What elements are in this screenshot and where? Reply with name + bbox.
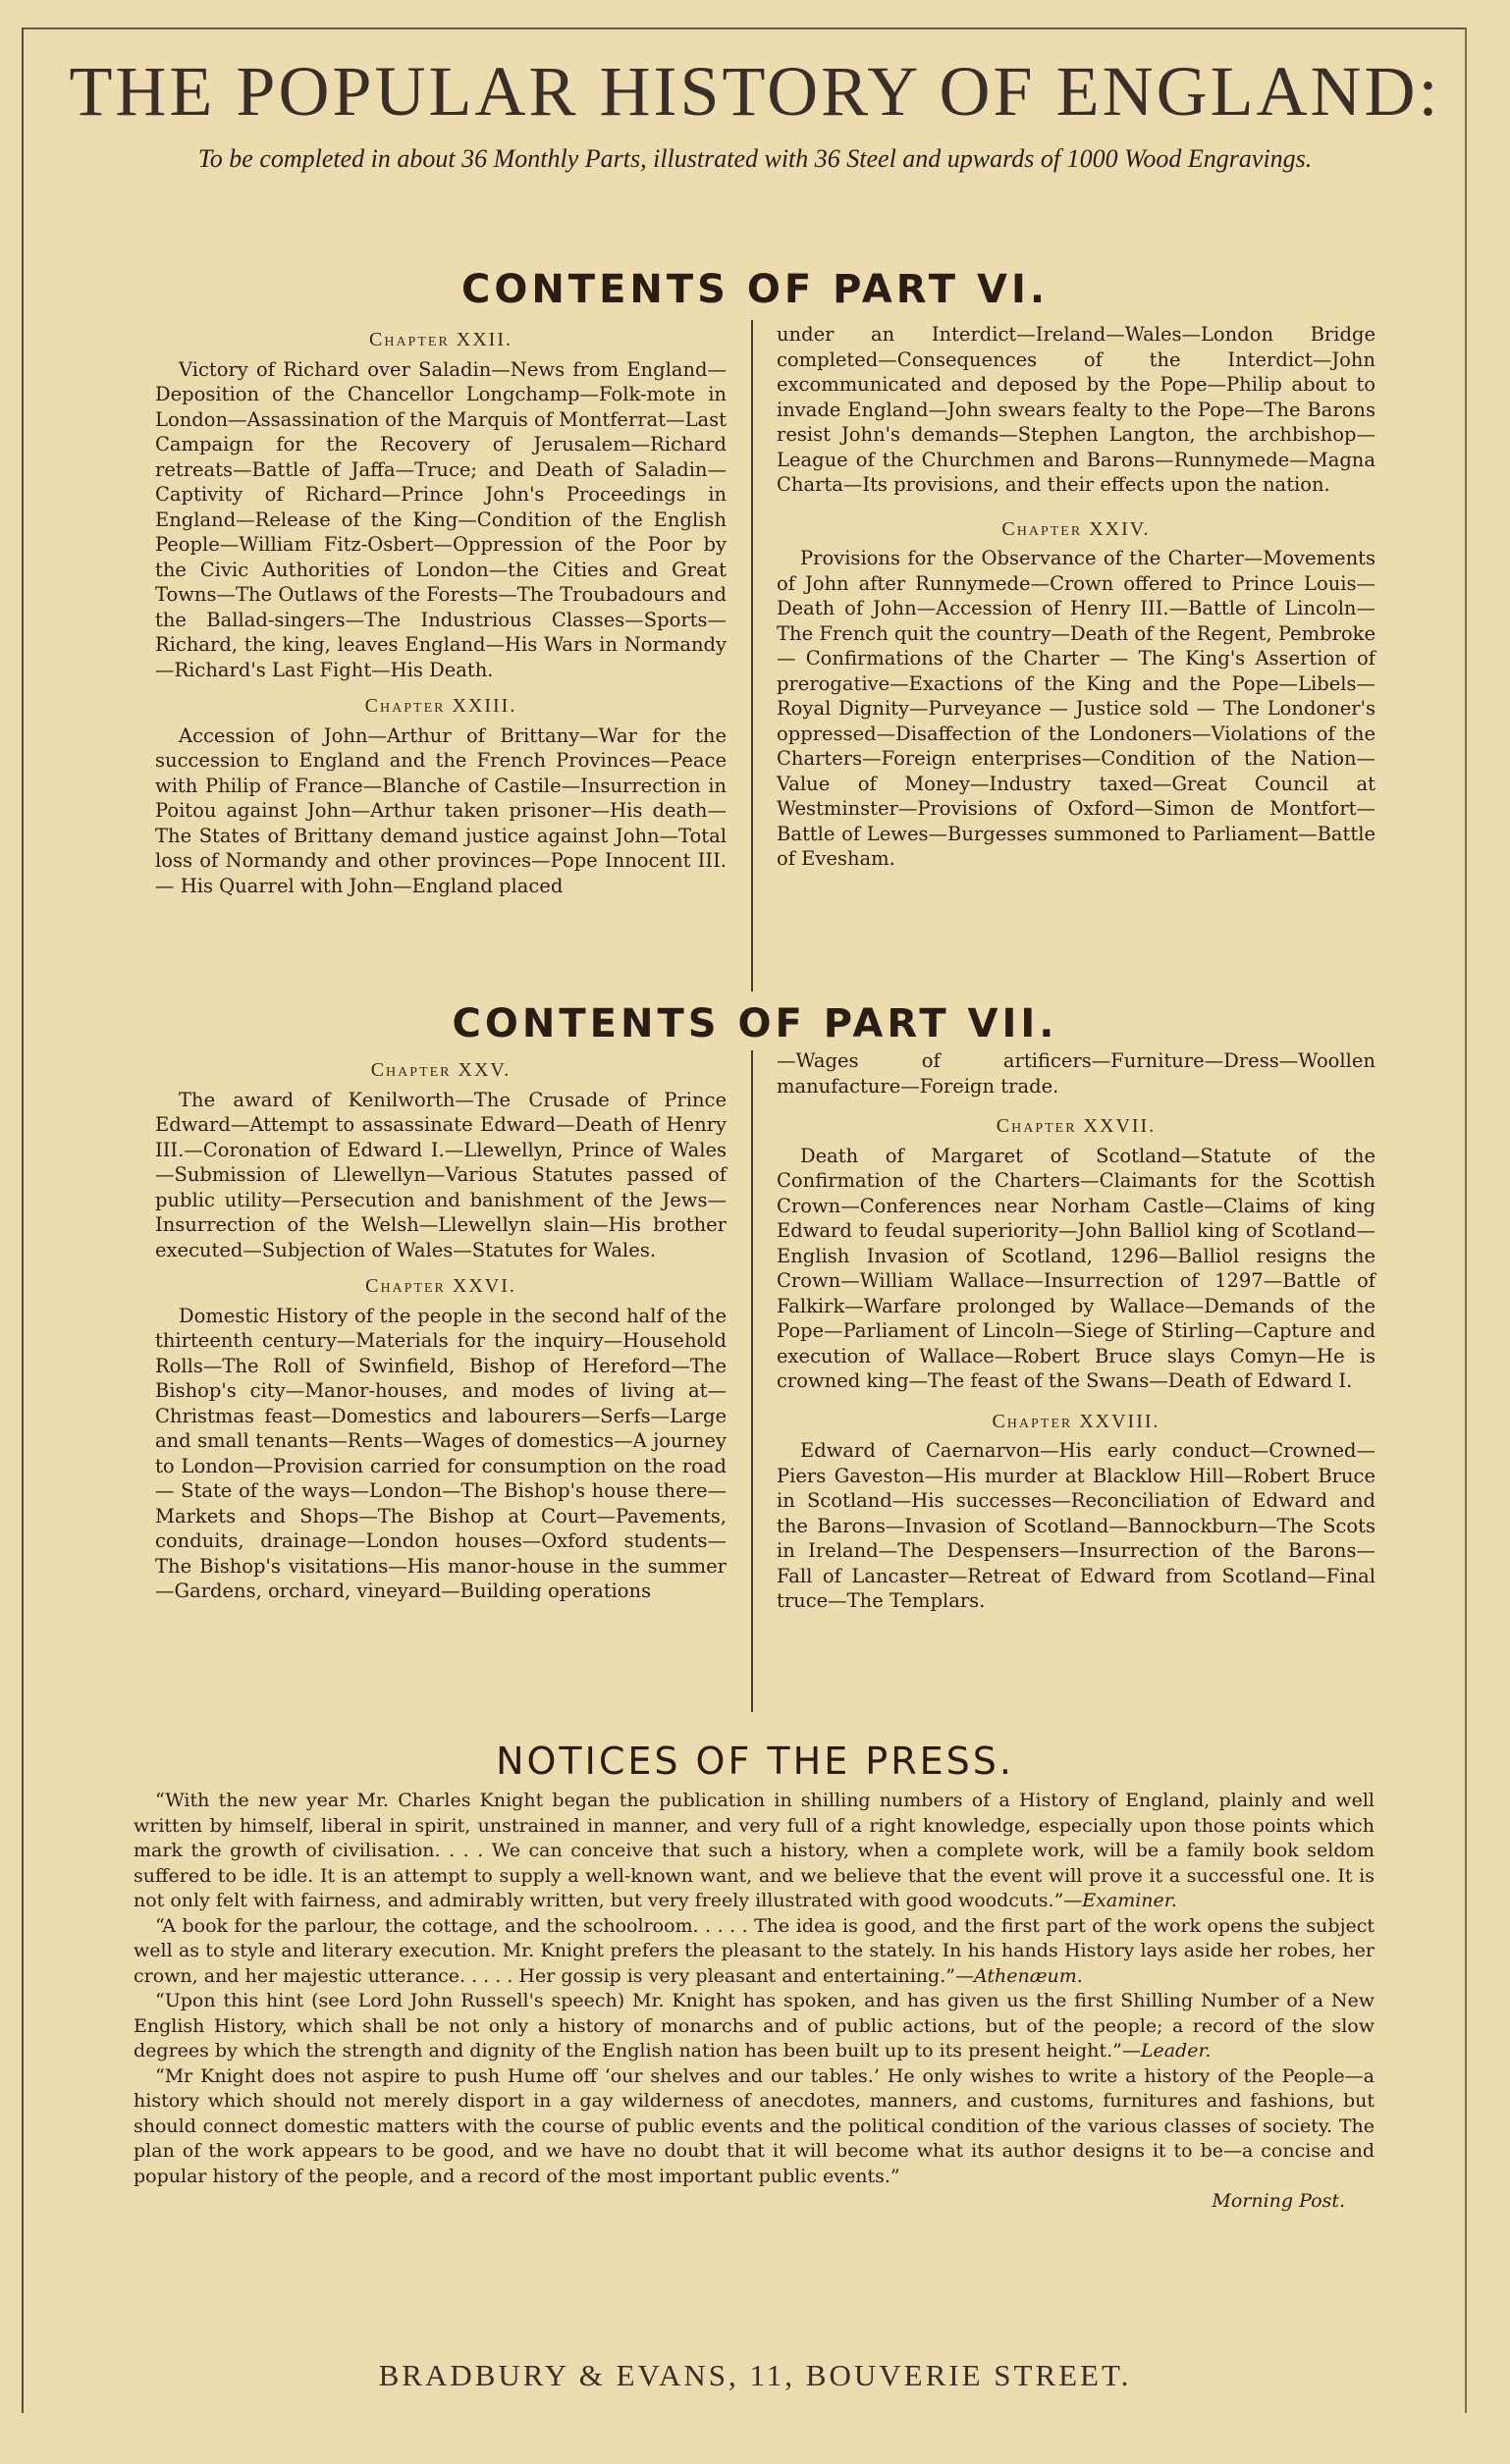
page-title: THE POPULAR HISTORY OF ENGLAND: — [69, 52, 1441, 131]
press-quote-morning-post: “Mr Knight does not aspire to push Hume off ‘our shelves and our tables.’ He only wishes to write a history of the People—a history which should not merely disport in a gay wilderness of anecdotes, manners, and customs, furnitures and fashions, but should connect domestic matters with the course of public events and the political condition of the various classes of society. The plan of the work appears to be good, and we have no doubt that it will become what its author designs it to be—a concise and popular history of the people, and a record of the most important public events.” — [134, 2064, 1375, 2187]
quote-source: Examiner. — [1082, 1890, 1177, 1911]
press-quote-leader — [134, 1989, 1375, 2064]
chapter-27-text: Death of Margaret of Scotland—Statute of the Confirmation of the Charters—Claimants for the Scottish Crown—Conferences near Norham Castle—Claims of king Edward to feudal superiority—John Balliol king of Scotland—English Invasion of Scotland, 1296—Balliol resigns the Crown—William Wallace—Insurrection of 1297—Battle of Falkirk—Warfare prolonged by Wallace—Demands of the Pope—Parliament of Lincoln—Siege of Stirling—Capture and execution of Wallace—Robert Bruce slays Comyn—He is crowned king—The feast of the Swans—Death of Edward I. — [777, 1144, 1375, 1392]
subtitle: To be completed in about 36 Monthly Parts, illustrated with 36 Steel and upwards of 1000 Wood Engravings. — [197, 144, 1313, 173]
chapter-26-continued: —Wages of artificers—Furniture—Dress—Woollen manufacture—Foreign trade. — [777, 1049, 1375, 1098]
part6-column-divider — [751, 320, 753, 991]
quote-text: “Upon this hint (see Lord John Russell's speech) Mr. Knight has spoken, and has given us the first Shilling Number of a New English History, which shall be not only a history of monarchs and of public actions, but of the people; a record of the slow degrees by which the strength and dignity of the English nation has been built up to its present height.”— — [134, 1990, 1375, 2062]
quote-source: Leader. — [1140, 2040, 1212, 2062]
part7-heading: CONTENTS OF PART VII. — [452, 1001, 1058, 1046]
part6-right-column — [777, 322, 1375, 872]
part7-column-divider — [751, 1050, 753, 1712]
chapter-28-text: Edward of Caernarvon—His early conduct—Crowned—Piers Gaveston—His murder at Blacklow Hill—Robert Bruce in Scotland—His successes—Reconciliation of Edward and the Barons—Invasion of Scotland—Bannockburn—The Scots in Ireland—The Despensers—Insurrection of the Barons—Fall of Lancaster—Retreat of Edward from Scotland—Final truce—The Templars. — [777, 1439, 1375, 1612]
chapter-22-text: Victory of Richard over Saladin—News from England—Deposition of the Chancellor Longchamp—Folk-mote in London—Assassination of the Marquis of Montferrat—Last Campaign for the Recovery of Jerusalem—Richard retreats—Battle of Jaffa—Truce; and Death of Saladin—Captivity of Richard—Prince John's Proceedings in England—Release of the King—Condition of the English People—William Fitz-Osbert—Oppression of the Poor by the Civic Authorities of London—the Cities and Great Towns—The Outlaws of the Forests—The Troubadours and the Ballad-singers—The Industrious Classes—Sports—Richard, the king, leaves England—His Wars in Normandy—Richard's Last Fight—His Death. — [155, 357, 727, 681]
quote-text: “With the new year Mr. Charles Knight began the publication in shilling numbers of a History of England, plainly and well written by himself, liberal in spirit, unstrained in manner, and very full of a right knowledge, especially upon those points which mark the growth of civilisation. . . . We can conceive that such a history, when a complete work, will be a family book seldom suffered to be idle. It is an attempt to supply a well-known want, and we believe that the event will prove it a successful one. It is not only felt with fairness, and admirably written, but very freely illustrated with good woodcuts.”— — [134, 1790, 1375, 1911]
part7-left-column — [155, 1050, 727, 1604]
part7-right-column — [777, 1048, 1375, 1614]
chapter-25-title: Chapter XXV. — [370, 1059, 512, 1081]
chapter-24-title: Chapter XXIV. — [1001, 517, 1151, 540]
part6-left-column — [155, 320, 727, 898]
press-quote-examiner — [134, 1789, 1375, 1914]
press-heading: NOTICES OF THE PRESS. — [496, 1740, 1014, 1783]
part6-heading: CONTENTS OF PART VI. — [460, 267, 1050, 312]
chapter-23-continued: under an Interdict—Ireland—Wales—London Bridge completed—Consequences of the Interdict—John excommunicated and deposed by the Pope—Philip about to invade England—John swears fealty to the Pope—The Barons resist John's demands—Stephen Langton, the archbishop—League of the Churchmen and Barons—Runnymede—Magna Charta—Its provisions, and their effects upon the nation. — [777, 323, 1375, 496]
publisher-imprint: BRADBURY & EVANS, 11, BOUVERIE STREET. — [378, 2358, 1132, 2392]
press-quote-athenaeum — [134, 1914, 1375, 1990]
chapter-25-text: The award of Kenilworth—The Crusade of Prince Edward—Attempt to assassinate Edward—Death of Henry III.—Coronation of Edward I.—Llewellyn, Prince of Wales—Submission of Llewellyn—Various Statutes passed of public utility—Persecution and banishment of the Jews—Insurrection of the Welsh—Llewellyn slain—His brother executed—Subjection of Wales—Statutes for Wales. — [155, 1088, 727, 1261]
chapter-28-title: Chapter XXVIII. — [992, 1410, 1160, 1432]
chapter-26-text: Domestic History of the people in the second half of the thirteenth century—Materials for the inquiry—Household Rolls—The Roll of Swinfield, Bishop of Hereford—The Bishop's city—Manor-houses, and modes of living at—Christmas feast—Domestics and labourers—Serfs—Large and small tenants—Rents—Wages of domestics—A journey to London—Provision carried for consumption on the road — State of the ways—London—The Bishop's house there—Markets and Shops—The Bishop at Court—Pavements, conduits, drainage—London houses—Oxford students—The Bishop's visitations—His manor-house in the summer—Gardens, orchard, vineyard—Building operations — [155, 1304, 727, 1602]
quote-source: Morning Post. — [1212, 2190, 1345, 2212]
chapter-23-text: Accession of John—Arthur of Brittany—War for the succession to England and the French Provinces—Peace with Philip of France—Blanche of Castile—Insurrection in Poitou against John—Arthur taken prisoner—His death—The States of Brittany demand justice against John—Total loss of Normandy and other provinces—Pope Innocent III.— His Quarrel with John—England placed — [155, 723, 727, 897]
chapter-26-title: Chapter XXVI. — [365, 1275, 516, 1297]
chapter-27-title: Chapter XXVII. — [996, 1115, 1157, 1137]
chapter-22-title: Chapter XXII. — [369, 329, 512, 350]
quote-text: “A book for the parlour, the cottage, and the schoolroom. . . . . The idea is good, and the first part of the work opens the subject well as to style and literary execution. Mr. Knight prefers the pleasant to the stately. In his hands History lays aside her robes, her crown, and her majestic utterance. . . . . Her gossip is very pleasant and entertaining.”— — [134, 1914, 1375, 1987]
chapter-23-title: Chapter XXIII. — [364, 695, 517, 717]
chapter-24-text: Provisions for the Observance of the Charter—Movements of John after Runnymede—Crown offered to Prince Louis—Death of John—Accession of Henry III.—Battle of Lincoln—The French quit the country—Death of the Regent, Pembroke — Confirmations of the Charter — The King's Assertion of prerogative—Exactions of the King and the Pope—Libels—Royal Dignity—Purveyance — Justice sold — The Londoner's oppressed—Disaffection of the Londoners—Violations of the Charters—Foreign enterprises—Condition of the Nation—Value of Money—Industry taxed—Great Council at Westminster—Provisions of Oxford—Simon de Montfort—Battle of Lewes—Burgesses summoned to Parliament—Battle of Evesham. — [777, 547, 1375, 870]
quote-source: Athenæum. — [973, 1964, 1083, 1987]
press-notices — [134, 1789, 1375, 2215]
